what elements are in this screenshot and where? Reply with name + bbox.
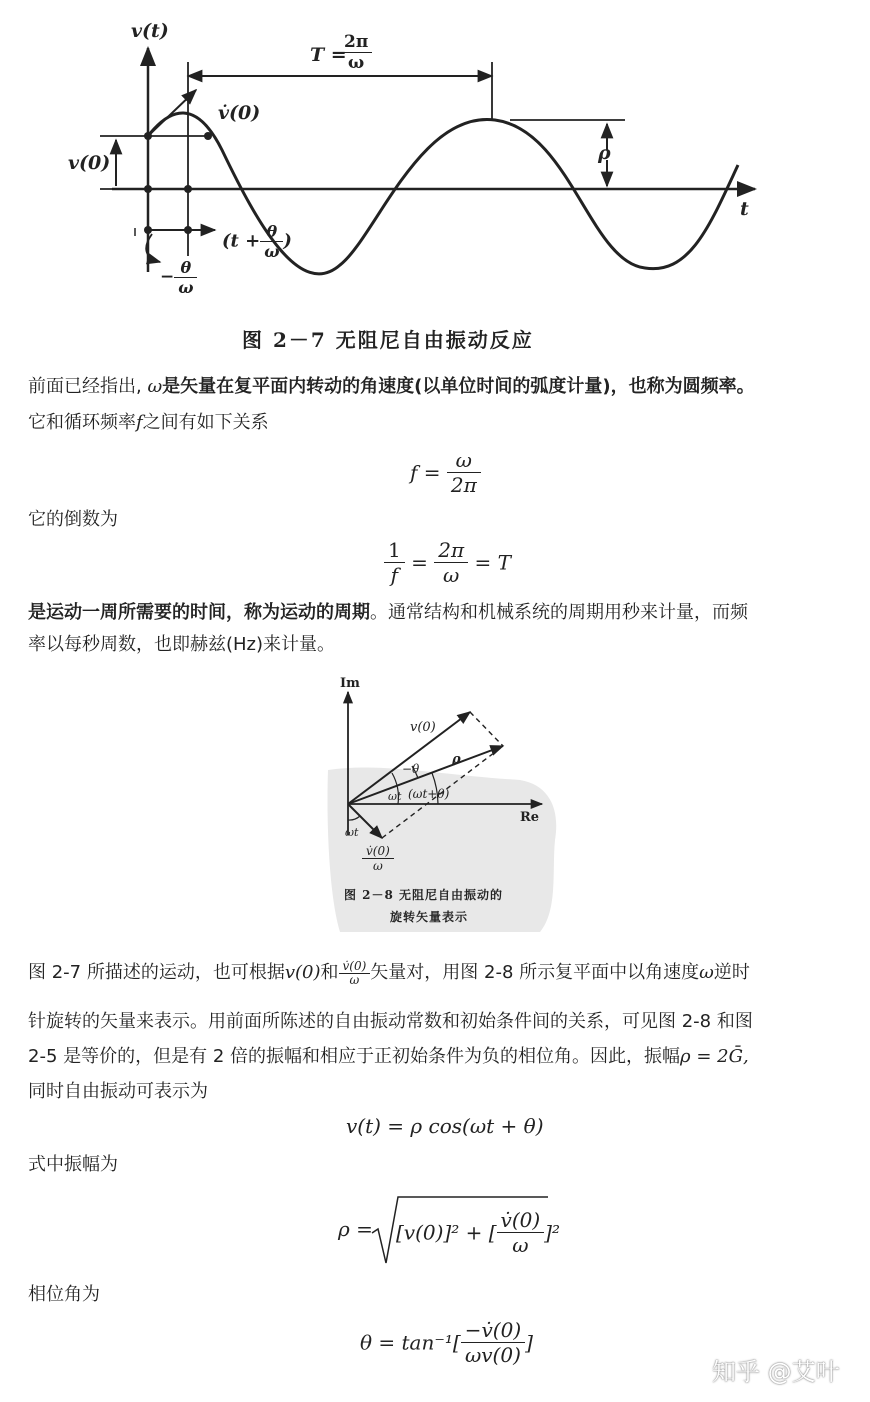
y-axis-label: v(t) <box>131 20 169 42</box>
equation-period: $\frac{1}{f}$ = $\frac{2\pi}{\omega}$ = T <box>384 538 511 587</box>
paragraph-period-definition: 是运动一周所需要的时间，称为运动的周期。通常结构和机械系统的周期用秒来计量，而频 <box>28 602 748 623</box>
fig28-vdot-fraction: $\frac{v̇(0)}{\omega}$ <box>362 844 394 873</box>
re-label: Re <box>520 810 540 825</box>
equation-frequency: f = $\frac{\omega}{2\pi}$ <box>410 448 481 497</box>
fig28-neg-theta-label: −θ <box>402 762 420 776</box>
shift-label: (t + $\frac{\theta}{\omega}$ ) <box>222 222 292 261</box>
period-den: ω <box>348 53 365 73</box>
paragraph-line3: 2-5 是等价的，但是有 2 倍的振幅和相应于正初始条件为负的相位角。因此，振幅ρ = 2Ḡ, <box>28 1046 749 1067</box>
equation-amplitude-radicand: [v(0)]² + [ $\frac{v̇(0)}{\omega}$ ]² <box>396 1208 560 1257</box>
paragraph-line4: 同时自由振动可表示为 <box>28 1081 208 1102</box>
reciprocal-text: 它的倒数为 <box>28 509 118 530</box>
paragraph-line2: 针旋转的矢量来表示。用前面所陈述的自由振动常数和初始条件间的关系，可见图 2-8 和图 <box>28 1011 753 1032</box>
v0-label: v(0) <box>68 152 111 174</box>
fig28-omega-t-theta-label: (ωt+θ) <box>408 787 450 801</box>
figure-2-8-caption-line2: 旋转矢量表示 <box>390 910 469 924</box>
period-label: T = <box>310 44 347 66</box>
figure-2-7-plot <box>0 0 870 320</box>
paragraph-hz: 率以每秒周数，也即赫兹(Hz)来计量。 <box>28 634 336 655</box>
equation-free-vibration: v(t) = ρ cos(ωt + θ) <box>346 1114 544 1138</box>
paragraph-omega-definition: 前面已经指出, ω是矢量在复平面内转动的角速度(以单位时间的弧度计量)，也称为圆频率。 <box>28 376 755 397</box>
vdot-label: v̇(0) <box>218 102 261 124</box>
t-label: t <box>740 198 749 220</box>
phase-text: 相位角为 <box>28 1284 100 1305</box>
figure-2-7-caption: 图 2－7 无阻尼自由振动反应 <box>242 328 534 352</box>
paragraph-frequency-relation: 它和循环频率f之间有如下关系 <box>28 412 269 433</box>
period-num: 2π <box>340 32 372 53</box>
period-fraction <box>340 32 372 73</box>
figure-2-8-caption-line1: 图 2－8 无阻尼自由振动的 <box>344 888 504 902</box>
fig28-v0-label: v(0) <box>410 720 436 735</box>
fig28-omega-t-label: ωt <box>388 790 402 803</box>
im-label: Im <box>340 676 360 691</box>
rho-label: ρ <box>598 142 611 164</box>
watermark: 知乎 @艾叶 <box>712 1358 840 1386</box>
fig28-rho-label: ρ <box>452 752 461 767</box>
equation-phase: θ = tan⁻¹[ $\frac{-v̇(0)}{\omega v(0)}$ ] <box>360 1318 533 1367</box>
fig28-omega-t2-label: ωt <box>345 826 359 839</box>
neg-theta-label: − $\frac{\theta}{\omega}$ <box>160 258 197 297</box>
amplitude-text: 式中振幅为 <box>28 1154 118 1175</box>
paragraph-rotating-vector: 图 2-7 所描述的运动，也可根据v(0)和 $\frac{v̇(0)}{\omega}$ 矢量对，用图 2-8 所示复平面中以角速度ω逆时 <box>28 958 750 987</box>
